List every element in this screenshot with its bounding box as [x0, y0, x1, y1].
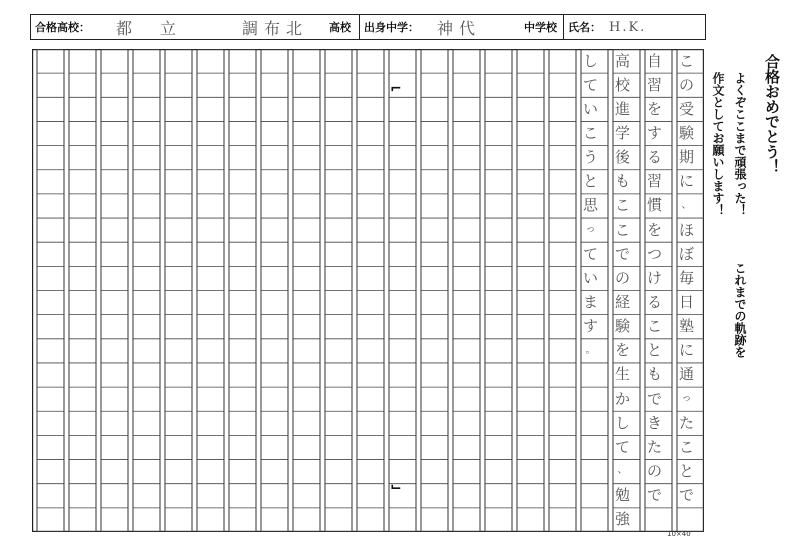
essay-char: つ: [646, 244, 662, 263]
essay-char: た: [678, 413, 694, 432]
name-value: H.K.: [609, 19, 647, 35]
essay-char: も: [614, 172, 630, 191]
essay-column-1: [673, 49, 700, 532]
essay-char: と: [646, 341, 662, 360]
essay-char: 後: [614, 148, 630, 167]
essay-char: 、: [681, 199, 692, 211]
essay-char: で: [614, 244, 630, 263]
essay-char: こ: [614, 196, 630, 215]
essay-char: こ: [678, 437, 694, 456]
essay-char: 勉: [614, 486, 630, 505]
essay-char: 自: [646, 51, 662, 70]
essay-char: す: [582, 317, 598, 336]
essay-char: 験: [614, 317, 630, 336]
message-line-1: 合格おめでとう！: [763, 54, 781, 174]
essay-char: の: [678, 75, 694, 94]
essay-char: と: [582, 172, 598, 191]
essay-char: 生: [614, 365, 630, 384]
origin-label: 出身中学：: [364, 21, 419, 34]
school-label: 合格高校：: [35, 21, 90, 34]
essay-char: で: [646, 486, 662, 505]
essay-char: い: [582, 268, 598, 287]
essay-char: 受: [678, 99, 694, 118]
essay-char: 学: [614, 123, 630, 142]
essay-char: 思: [582, 196, 598, 215]
essay-char: こ: [614, 220, 630, 239]
essay-char: る: [646, 292, 662, 311]
essay-char: で: [678, 486, 694, 505]
essay-char: た: [646, 437, 662, 456]
essay-char: し: [582, 51, 598, 70]
essay-column-2: [641, 49, 668, 532]
essay-char: こ: [646, 317, 662, 336]
essay-char: こ: [582, 123, 598, 142]
essay-char: 塾: [678, 317, 694, 336]
essay-char: を: [614, 341, 630, 360]
essay-column-4: [577, 49, 604, 532]
name-label: 氏名：: [568, 21, 601, 34]
essay-char: を: [646, 99, 662, 118]
essay-char: に: [678, 172, 694, 191]
origin-name: 神代: [437, 18, 482, 38]
school-name: 調布北: [242, 18, 309, 38]
essay-char: 高: [614, 51, 630, 70]
essay-char: の: [614, 268, 630, 287]
school-suffix: 高校: [329, 21, 351, 34]
essay-char: っ: [585, 224, 596, 236]
origin-cell: [359, 15, 563, 39]
school-cell: [31, 15, 359, 39]
essay-char: 進: [614, 99, 630, 118]
grid-size-note: 10×40: [667, 530, 691, 538]
essay-char: 期: [678, 148, 694, 167]
essay-char: で: [646, 389, 662, 408]
essay-char: と: [678, 461, 694, 480]
essay-column-3: [609, 49, 636, 532]
essay-char: 。: [585, 344, 596, 356]
essay-char: 通: [678, 365, 694, 384]
essay-char: 験: [678, 123, 694, 142]
name-cell: [563, 15, 705, 39]
top-bracket: ⌐: [390, 81, 402, 97]
essay-char: っ: [681, 393, 692, 405]
essay-char: ま: [582, 292, 598, 311]
essay-char: す: [646, 123, 662, 142]
message-line-2a: よくぞここまで頑張った！: [733, 72, 747, 216]
message-line-3: 作文としてお願いします！: [711, 72, 725, 216]
essay-char: 経: [614, 292, 630, 311]
essay-char: 毎: [678, 268, 694, 287]
essay-char: う: [582, 148, 598, 167]
essay-char: 慣: [646, 196, 662, 215]
message-line-2b: これまでの軌跡を: [733, 262, 747, 358]
essay-char: て: [582, 75, 598, 94]
essay-char: て: [614, 437, 630, 456]
origin-suffix: 中学校: [524, 21, 557, 34]
essay-char: ほ: [678, 220, 694, 239]
manuscript-grid: [32, 49, 704, 532]
essay-char: こ: [678, 51, 694, 70]
essay-char: る: [646, 148, 662, 167]
essay-char: 強: [614, 510, 630, 529]
bottom-bracket: ⌙: [390, 479, 402, 495]
essay-char: も: [646, 365, 662, 384]
school-prefix: 都 立: [116, 18, 183, 38]
header-bar: [30, 14, 706, 40]
essay-char: 習: [646, 172, 662, 191]
essay-char: ぼ: [678, 244, 694, 263]
essay-char: け: [646, 268, 662, 287]
essay-char: て: [582, 244, 598, 263]
essay-char: に: [678, 341, 694, 360]
essay-char: し: [614, 413, 630, 432]
essay-char: 習: [646, 75, 662, 94]
essay-char: き: [646, 413, 662, 432]
essay-char: い: [582, 99, 598, 118]
essay-char: 、: [617, 465, 628, 477]
essay-char: 日: [678, 292, 694, 311]
essay-char: 校: [614, 75, 630, 94]
essay-char: を: [646, 220, 662, 239]
essay-char: か: [614, 389, 630, 408]
essay-char: の: [646, 461, 662, 480]
